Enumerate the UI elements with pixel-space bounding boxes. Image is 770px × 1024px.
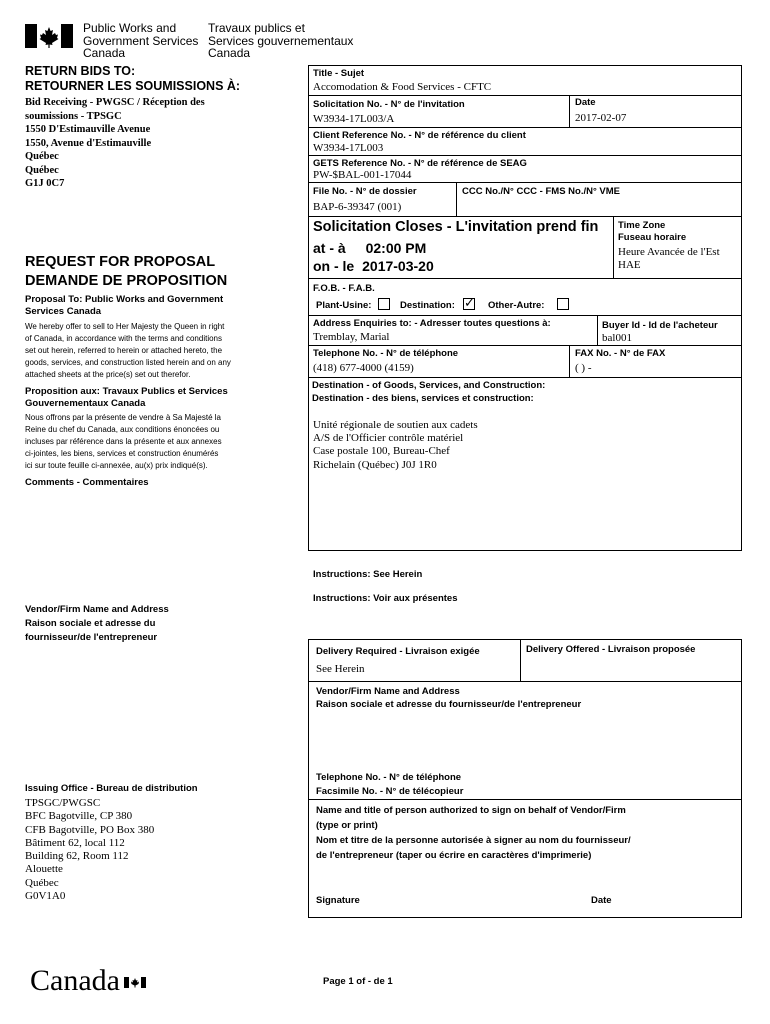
- divider: [569, 95, 570, 127]
- telephone-label-2: Telephone No. - N° de téléphone: [316, 772, 462, 783]
- proposal-to-line: Services Canada: [25, 306, 102, 317]
- divider: [308, 799, 742, 800]
- address-line: Unité régionale de soutien aux cadets: [313, 419, 478, 431]
- gets-reference-label: GETS Reference No. - N° de référence de SEAG: [313, 158, 527, 169]
- address-line: Bid Receiving - PWGSC / Réception des: [25, 97, 205, 108]
- title-label: Title - Sujet: [313, 68, 365, 79]
- authorized-line: de l'entrepreneur (taper ou écrire en caractères d'imprimerie): [316, 850, 592, 861]
- date-label: Date: [575, 97, 596, 108]
- authorized-person-label: [316, 803, 631, 863]
- offer-line: Nous offrons par la présente de vendre à Sa Majesté la: [25, 413, 221, 422]
- destination-goods-label: [312, 380, 545, 405]
- address-line: G1J 0C7: [25, 178, 65, 189]
- enquiries-label: Address Enquiries to: - Adresser toutes questions à:: [313, 318, 551, 329]
- solicitation-number-value: W3934-17L003/A: [313, 113, 395, 125]
- signature-date-label: Date: [591, 895, 612, 906]
- divider: [308, 216, 742, 217]
- closing-time-value: 02:00 PM: [365, 240, 427, 256]
- proposal-to-line: Proposition aux: Travaux Publics et Services: [25, 386, 228, 397]
- rfp-title-fr: DEMANDE DE PROPOSITION: [25, 273, 228, 289]
- vendor-label-line: Vendor/Firm Name and Address: [25, 604, 169, 615]
- gov-en-line: Public Works and: [83, 21, 177, 35]
- facsimile-label: Facsimile No. - N° de télécopieur: [316, 786, 464, 797]
- other-checkbox[interactable]: [557, 298, 569, 310]
- address-line: G0V1A0: [25, 890, 66, 903]
- vendor-name-label: [316, 685, 581, 711]
- gov-en-line: Canada: [83, 46, 126, 60]
- on-label: on - le: [313, 258, 355, 274]
- canada-flag-logo: [25, 24, 73, 48]
- address-line: CFB Bagotville, PO Box 380: [25, 823, 155, 836]
- address-line: soumissions - TPSGC: [25, 110, 122, 122]
- destination-goods-fr: Destination - des biens, services et construction:: [312, 392, 534, 404]
- fax-value: ( ) -: [575, 362, 592, 374]
- address-line: Québec: [25, 876, 59, 889]
- canada-wordmark: [30, 964, 120, 998]
- divider: [456, 182, 457, 216]
- gov-fr-line: Travaux publics et: [208, 21, 305, 35]
- divider: [520, 639, 521, 681]
- delivery-required-value: See Herein: [316, 663, 365, 675]
- issuing-office-address: [25, 797, 154, 903]
- closing-date-value: 2017-03-20: [362, 258, 434, 274]
- divider: [597, 315, 598, 345]
- date-value: 2017-02-07: [575, 112, 627, 124]
- destination-address: [313, 419, 478, 472]
- time-zone-value: [618, 246, 720, 272]
- address-line: Alouette: [25, 863, 63, 876]
- authorized-line: (type or print): [316, 820, 378, 831]
- proposal-to-line: Gouvernementaux Canada: [25, 398, 146, 409]
- authorized-line: Name and title of person authorized to sign on behalf of Vendor/Firm: [316, 805, 626, 816]
- address-line: Richelain (Québec) J0J 1R0: [313, 458, 437, 471]
- vendor-left-label: [25, 603, 169, 645]
- address-line: Québec: [25, 151, 59, 162]
- canada-wordmark-text: Canada: [30, 964, 120, 997]
- proposal-to-fr: [25, 386, 228, 410]
- address-line: BFC Bagotville, CP 380: [25, 810, 133, 823]
- government-name-en: [83, 22, 198, 60]
- solicitation-closes-label: Solicitation Closes - L'invitation prend fin: [313, 219, 599, 235]
- offer-line: Reine du chef du Canada, aux conditions énoncées ou: [25, 425, 220, 434]
- divider: [308, 182, 742, 183]
- address-line: Bâtiment 62, local 112: [25, 836, 125, 849]
- time-zone-value-2: HAE: [618, 259, 641, 271]
- file-number-value: BAP-6-39347 (001): [313, 201, 402, 213]
- address-line: 1550 D'Estimauville Avenue: [25, 124, 151, 135]
- buyer-id-value: bal001: [602, 332, 632, 344]
- proposal-to-en: [25, 294, 223, 318]
- client-reference-value: W3934-17L003: [313, 142, 384, 154]
- vendor-name-label-fr: Raison sociale et adresse du fournisseur/de l'entrepreneur: [316, 699, 582, 710]
- destination-label: Destination:: [400, 300, 455, 311]
- comments-label: Comments - Commentaires: [25, 477, 149, 488]
- address-line: TPSGC/PWGSC: [25, 797, 101, 809]
- divider: [308, 377, 742, 378]
- offer-line: attached sheets at the price(s) set out therefor.: [25, 370, 191, 379]
- destination-goods-en: Destination - of Goods, Services, and Construction:: [312, 380, 546, 391]
- solicitation-number-label: Solicitation No. - N° de l'invitation: [313, 99, 465, 110]
- address-line: Case postale 100, Bureau-Chef: [313, 445, 450, 458]
- telephone-value: (418) 677-4000 (4159): [313, 362, 414, 374]
- offer-line: of Canada, in accordance with the terms and conditions: [25, 334, 223, 343]
- vendor-label-line: Raison sociale et adresse du: [25, 618, 156, 629]
- divider: [308, 278, 742, 279]
- enquiries-value: Tremblay, Marial: [313, 331, 390, 343]
- offer-text-fr: [25, 412, 222, 472]
- address-line: 1550, Avenue d'Estimauville: [25, 137, 152, 149]
- return-bids-title-en: RETURN BIDS TO:: [25, 64, 136, 78]
- offer-line: We hereby offer to sell to Her Majesty the Queen in right: [25, 322, 225, 331]
- gov-fr-line: Services gouvernementaux: [208, 33, 354, 48]
- government-name-fr: [208, 22, 353, 60]
- other-label: Other-Autre:: [488, 300, 545, 311]
- gov-fr-line: Canada: [208, 46, 251, 60]
- address-line: Québec: [25, 164, 59, 176]
- offer-line: set out herein, referred to herein or attached hereto, the: [25, 346, 223, 355]
- destination-checkbox[interactable]: [463, 298, 475, 310]
- issuing-office-label: Issuing Office - Bureau de distribution: [25, 783, 198, 794]
- address-line: Building 62, Room 112: [25, 850, 129, 863]
- delivery-offered-label: Delivery Offered - Livraison proposée: [526, 644, 696, 655]
- ccc-number-label: CCC No./N° CCC - FMS No./N° VME: [462, 186, 621, 197]
- address-line: A/S de l'Officier contrôle matériel: [313, 432, 464, 445]
- offer-line: incluses par référence dans la présente et aux annexes: [25, 437, 222, 446]
- plant-label: Plant-Usine:: [316, 300, 372, 311]
- telephone-label: Telephone No. - N° de téléphone: [313, 348, 459, 359]
- instructions-fr: Instructions: Voir aux présentes: [313, 593, 458, 604]
- vendor-label-line: fournisseur/de l'entrepreneur: [25, 632, 158, 643]
- offer-line: ici sur toute feuille ci-annexée, au(x) prix indiqué(s).: [25, 461, 208, 470]
- closing-time: [313, 240, 426, 256]
- divider: [613, 216, 614, 278]
- time-zone-label: [618, 220, 686, 244]
- signature-label: Signature: [316, 895, 360, 906]
- buyer-id-label: Buyer Id - Id de l'acheteur: [602, 320, 718, 331]
- proposal-to-line: Proposal To: Public Works and Government: [25, 294, 224, 305]
- fax-label: FAX No. - N° de FAX: [575, 348, 666, 359]
- plant-checkbox[interactable]: [378, 298, 390, 310]
- time-zone-label-en: Time Zone: [618, 220, 666, 231]
- divider: [308, 681, 742, 682]
- instructions-en: Instructions: See Herein: [313, 569, 423, 580]
- offer-line: goods, services, and construction listed herein and on any: [25, 358, 231, 367]
- page-number: Page 1 of - de 1: [323, 976, 393, 987]
- return-bids-address: [25, 96, 205, 191]
- offer-line: ci-jointes, les biens, services et construction énumérés: [25, 449, 219, 458]
- title-value: Accomodation & Food Services - CFTC: [313, 81, 492, 93]
- authorized-line: Nom et titre de la personne autorisée à signer au nom du fournisseur/: [316, 835, 631, 846]
- delivery-required-label: Delivery Required - Livraison exigée: [316, 646, 480, 657]
- closing-date: [313, 258, 434, 274]
- offer-text-en: [25, 321, 231, 381]
- rfp-title: [25, 253, 227, 291]
- time-zone-value-1: Heure Avancée de l'Est: [618, 246, 720, 258]
- divider: [569, 345, 570, 377]
- file-number-label: File No. - N° de dossier: [313, 186, 417, 197]
- at-label: at - à: [313, 240, 346, 256]
- gov-en-line: Government Services: [83, 33, 199, 48]
- divider: [308, 127, 742, 128]
- return-bids-title: [25, 64, 240, 94]
- wordmark-flag-icon: [124, 962, 146, 996]
- time-zone-label-fr: Fuseau horaire: [618, 232, 687, 243]
- divider: [308, 155, 742, 156]
- vendor-name-label-en: Vendor/Firm Name and Address: [316, 686, 460, 697]
- return-bids-title-fr: RETOURNER LES SOUMISSIONS À:: [25, 79, 241, 93]
- gets-reference-value: PW-$BAL-001-17044: [313, 169, 412, 181]
- divider: [308, 315, 742, 316]
- client-reference-label: Client Reference No. - N° de référence du client: [313, 130, 526, 141]
- rfp-title-en: REQUEST FOR PROPOSAL: [25, 254, 216, 270]
- divider: [308, 95, 742, 96]
- divider: [308, 345, 742, 346]
- check-icon: ✓: [464, 296, 475, 311]
- fob-label: F.O.B. - F.A.B.: [313, 283, 375, 294]
